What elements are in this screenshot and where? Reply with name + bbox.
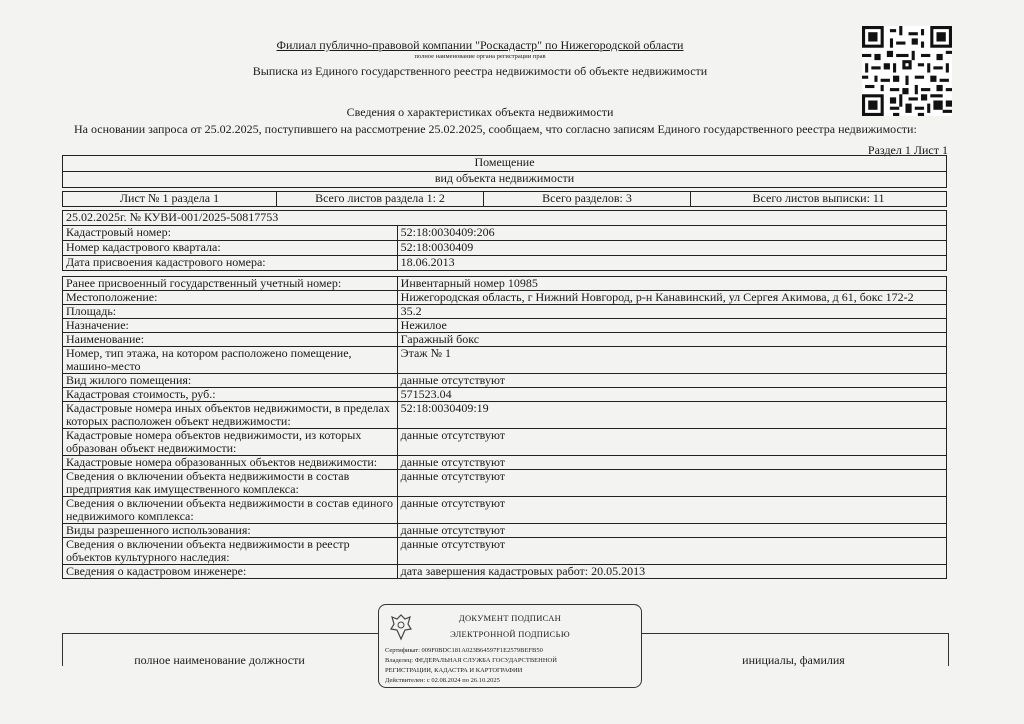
document-title: Выписка из Единого государственного реестра недвижимости об объекте недвижимости — [252, 64, 708, 78]
cadastral-number-value: 52:18:0030409:206 — [397, 226, 946, 241]
row-value: 571523.04 — [397, 388, 946, 402]
org-subtitle: полное наименование органа регистрации прав — [414, 53, 546, 60]
cadastral-number-label: Кадастровый номер: — [63, 226, 398, 241]
row-label: Ранее присвоенный государственный учетный номер: — [63, 277, 398, 291]
sheet-number: Лист № 1 раздела 1 — [63, 192, 277, 207]
row-value: данные отсутствуют — [397, 538, 946, 565]
object-type-table — [62, 155, 947, 188]
row-label: Сведения о включении объекта недвижимости в состав единого недвижимого комплекса: — [63, 497, 398, 524]
row-value: Инвентарный номер 10985 — [397, 277, 946, 291]
total-sheets-section: Всего листов раздела 1: 2 — [277, 192, 484, 207]
row-value: 52:18:0030409:19 — [397, 402, 946, 429]
row-label: Виды разрешенного использования: — [63, 524, 398, 538]
row-value: Нежилое — [397, 319, 946, 333]
row-label: Сведения о включении объекта недвижимости в состав предприятия как имущественного комплекса: — [63, 470, 398, 497]
signature-stamp — [378, 604, 642, 688]
basic-info-table — [62, 210, 947, 271]
row-value: Гаражный бокс — [397, 333, 946, 347]
row-label: Номер, тип этажа, на котором расположено помещение, машино-место — [63, 347, 398, 374]
object-type-caption: вид объекта недвижимости — [63, 172, 947, 188]
stamp-owner-1: Владелец: ФЕДЕРАЛЬНАЯ СЛУЖБА ГОСУДАРСТВЕННОЙ — [385, 657, 557, 664]
object-type: Помещение — [63, 156, 947, 172]
cadastral-quarter-label: Номер кадастрового квартала: — [63, 241, 398, 256]
row-value: дата завершения кадастровых работ: 20.05.2013 — [397, 565, 946, 579]
characteristics-table — [62, 276, 947, 579]
row-value: данные отсутствуют — [397, 374, 946, 388]
section-sheet: Раздел 1 Лист 1 — [867, 143, 948, 157]
row-label: Кадастровые номера объектов недвижимости, из которых образован объект недвижимости: — [63, 429, 398, 456]
row-value: данные отсутствуют — [397, 456, 946, 470]
stamp-owner-2: РЕГИСТРАЦИИ, КАДАСТРА И КАРТОГРАФИИ — [385, 667, 523, 674]
row-value: Нижегородская область, г Нижний Новгород, р-н Канавинский, ул Сергея Акимова, д 61, бокс 172-2 — [397, 291, 946, 305]
extract-number: 25.02.2025г. № КУВИ-001/2025-50817753 — [63, 211, 947, 226]
total-sections: Всего разделов: 3 — [484, 192, 691, 207]
row-label: Вид жилого помещения: — [63, 374, 398, 388]
row-label: Кадастровые номера иных объектов недвижимости, в пределах которых расположен объект недвижимости: — [63, 402, 398, 429]
row-label: Площадь: — [63, 305, 398, 319]
stamp-validity: Действителен: с 02.08.2024 по 26.10.2025 — [385, 677, 500, 684]
org-name: Филиал публично-правовой компании "Роскадастр" по Нижегородской области — [276, 38, 684, 52]
row-value: данные отсутствуют — [397, 429, 946, 456]
sheets-table — [62, 191, 947, 207]
row-value: 35.2 — [397, 305, 946, 319]
cadastral-quarter-value: 52:18:0030409 — [397, 241, 946, 256]
row-label: Кадастровые номера образованных объектов недвижимости: — [63, 456, 398, 470]
row-value: данные отсутствуют — [397, 497, 946, 524]
stamp-title-1: ДОКУМЕНТ ПОДПИСАН — [458, 613, 562, 623]
basis-text: На основании запроса от 25.02.2025, поступившего на рассмотрение 25.02.2025, сообщаем, что согласно записям Единого государственного реестра недвижимости: — [74, 122, 917, 136]
row-label: Местоположение: — [63, 291, 398, 305]
row-label: Назначение: — [63, 319, 398, 333]
row-label: Наименование: — [63, 333, 398, 347]
total-sheets-extract: Всего листов выписки: 11 — [691, 192, 947, 207]
row-label: Сведения о включении объекта недвижимости в реестр объектов культурного наследия: — [63, 538, 398, 565]
row-label: Кадастровая стоимость, руб.: — [63, 388, 398, 402]
name-label: инициалы, фамилия — [742, 653, 845, 667]
section-title: Сведения о характеристиках объекта недвижимости — [346, 105, 614, 119]
assignment-date-value: 18.06.2013 — [397, 256, 946, 271]
stamp-title-2: ЭЛЕКТРОННОЙ ПОДПИСЬЮ — [450, 629, 570, 639]
assignment-date-label: Дата присвоения кадастрового номера: — [63, 256, 398, 271]
qr-code-icon — [862, 26, 952, 116]
row-label: Сведения о кадастровом инженере: — [63, 565, 398, 579]
row-value: данные отсутствуют — [397, 470, 946, 497]
position-label: полное наименование должности — [134, 653, 305, 667]
row-value: Этаж № 1 — [397, 347, 946, 374]
row-value: данные отсутствуют — [397, 524, 946, 538]
stamp-certificate: Сертификат: 009F0BDC181A023B64597F1E2579BEFB50 — [385, 647, 543, 654]
